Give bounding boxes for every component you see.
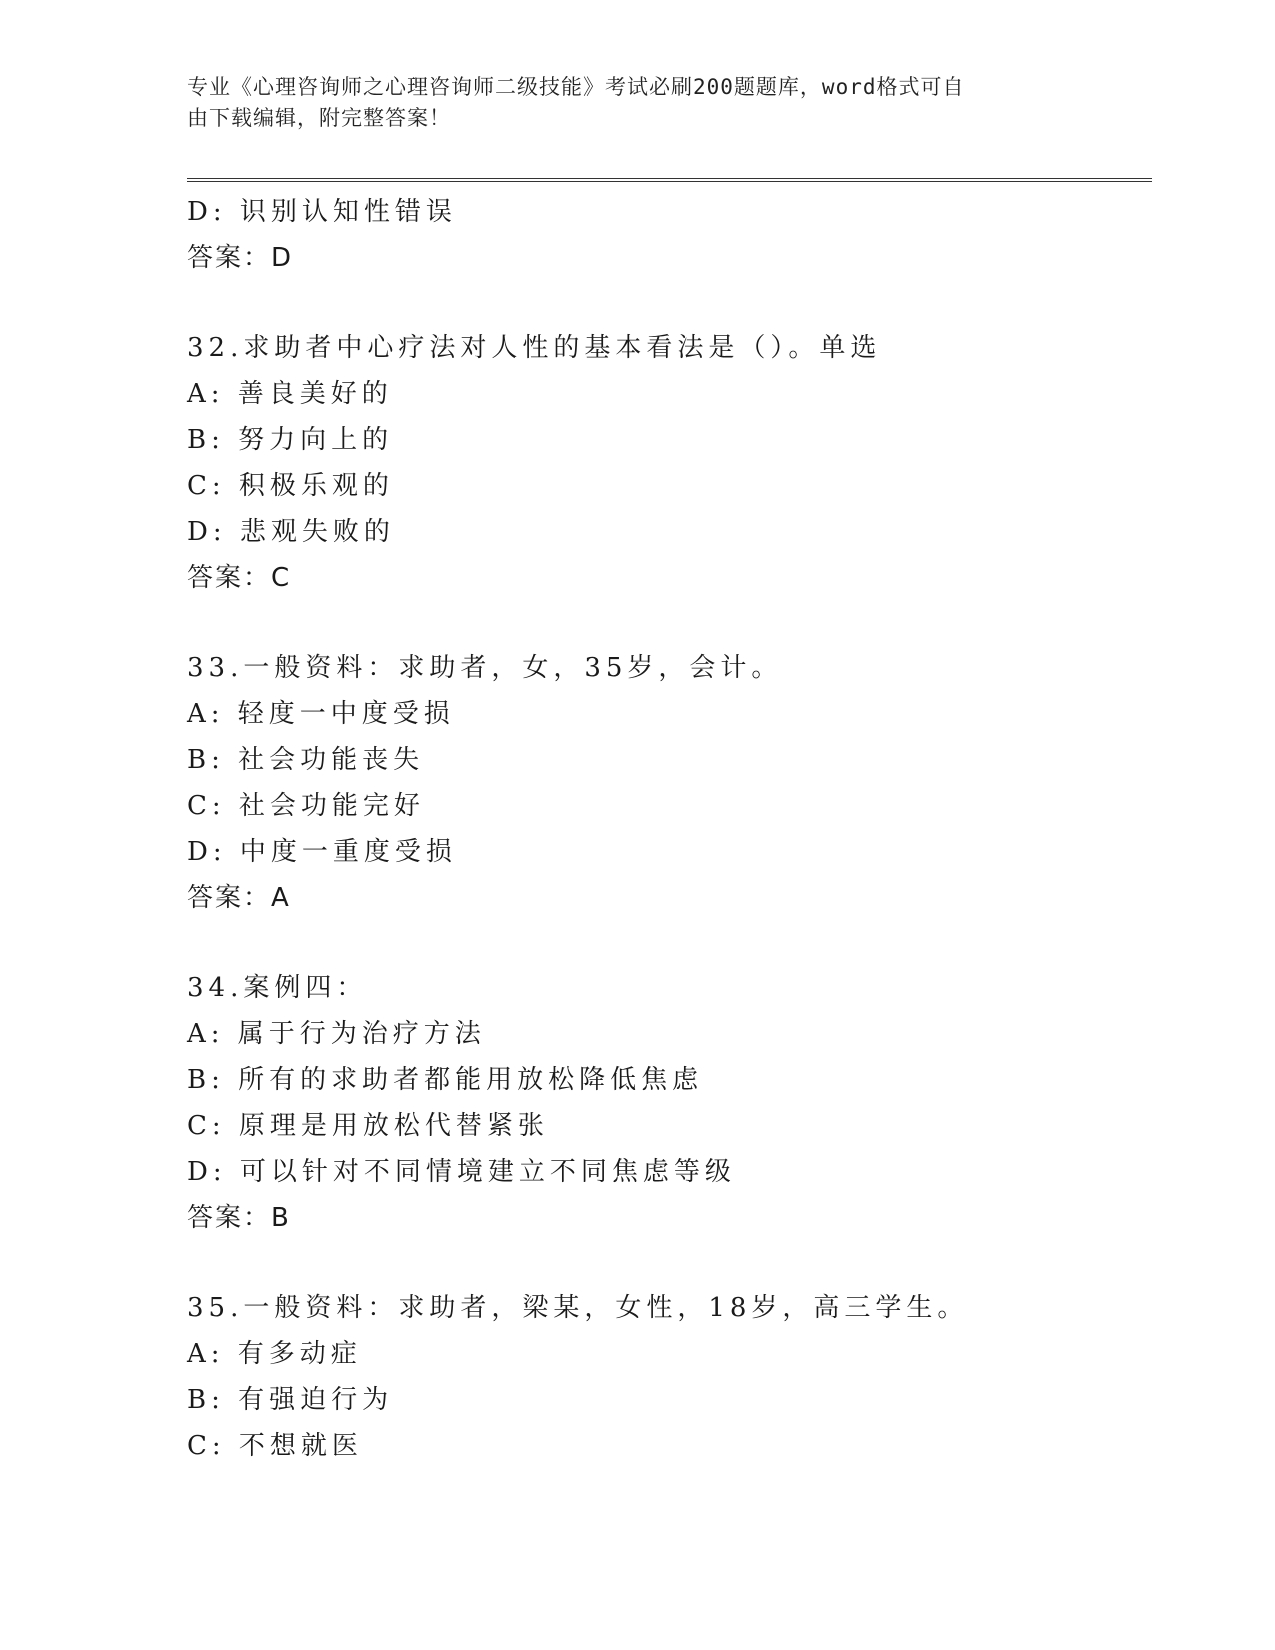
option-b: B: 努力向上的: [187, 425, 394, 455]
option-b: B: 社会功能丧失: [187, 745, 425, 775]
question-list: [187, 189, 1152, 1469]
answer: 答案：D: [187, 243, 294, 273]
answer: 答案：B: [187, 1203, 291, 1233]
question-text: 32.求助者中心疗法对人性的基本看法是（）。单选: [187, 333, 882, 363]
spacer: [187, 281, 1152, 325]
spacer: [187, 921, 1152, 965]
option-a: A: 轻度一中度受损: [187, 699, 455, 729]
option-d: D: 识别认知性错误: [187, 197, 457, 227]
question-text: 35.一般资料：求助者，梁某，女性，18岁，高三学生。: [187, 1293, 969, 1323]
question-text: 34.案例四：: [187, 973, 368, 1003]
question-33: [187, 645, 1152, 921]
option-a: A: 有多动症: [187, 1339, 362, 1369]
option-c: C: 积极乐观的: [187, 471, 394, 501]
document-header: [187, 72, 1077, 134]
question-35: [187, 1285, 1152, 1469]
option-d: D: 可以针对不同情境建立不同焦虑等级: [187, 1157, 736, 1187]
answer: 答案：A: [187, 883, 291, 913]
option-c: C: 社会功能完好: [187, 791, 425, 821]
option-d: D: 中度一重度受损: [187, 837, 457, 867]
option-a: A: 善良美好的: [187, 379, 393, 409]
option-b: B: 有强迫行为: [187, 1385, 394, 1415]
option-c: C: 原理是用放松代替紧张: [187, 1111, 549, 1141]
header-line-2: 由下载编辑，附完整答案！: [187, 106, 451, 130]
option-a: A: 属于行为治疗方法: [187, 1019, 486, 1049]
spacer: [187, 1241, 1152, 1285]
option-d: D: 悲观失败的: [187, 517, 395, 547]
question-text: 33.一般资料：求助者，女，35岁，会计。: [187, 653, 783, 683]
option-c: C: 不想就医: [187, 1431, 363, 1461]
header-line-1: 专业《心理咨询师之心理咨询师二级技能》考试必刷200题题库，word格式可自: [187, 75, 965, 99]
header-divider: [187, 178, 1152, 182]
question-32: [187, 325, 1152, 601]
spacer: [187, 601, 1152, 645]
question-34: [187, 965, 1152, 1241]
option-b: B: 所有的求助者都能用放松降低焦虑: [187, 1065, 704, 1095]
answer: 答案：C: [187, 563, 292, 593]
